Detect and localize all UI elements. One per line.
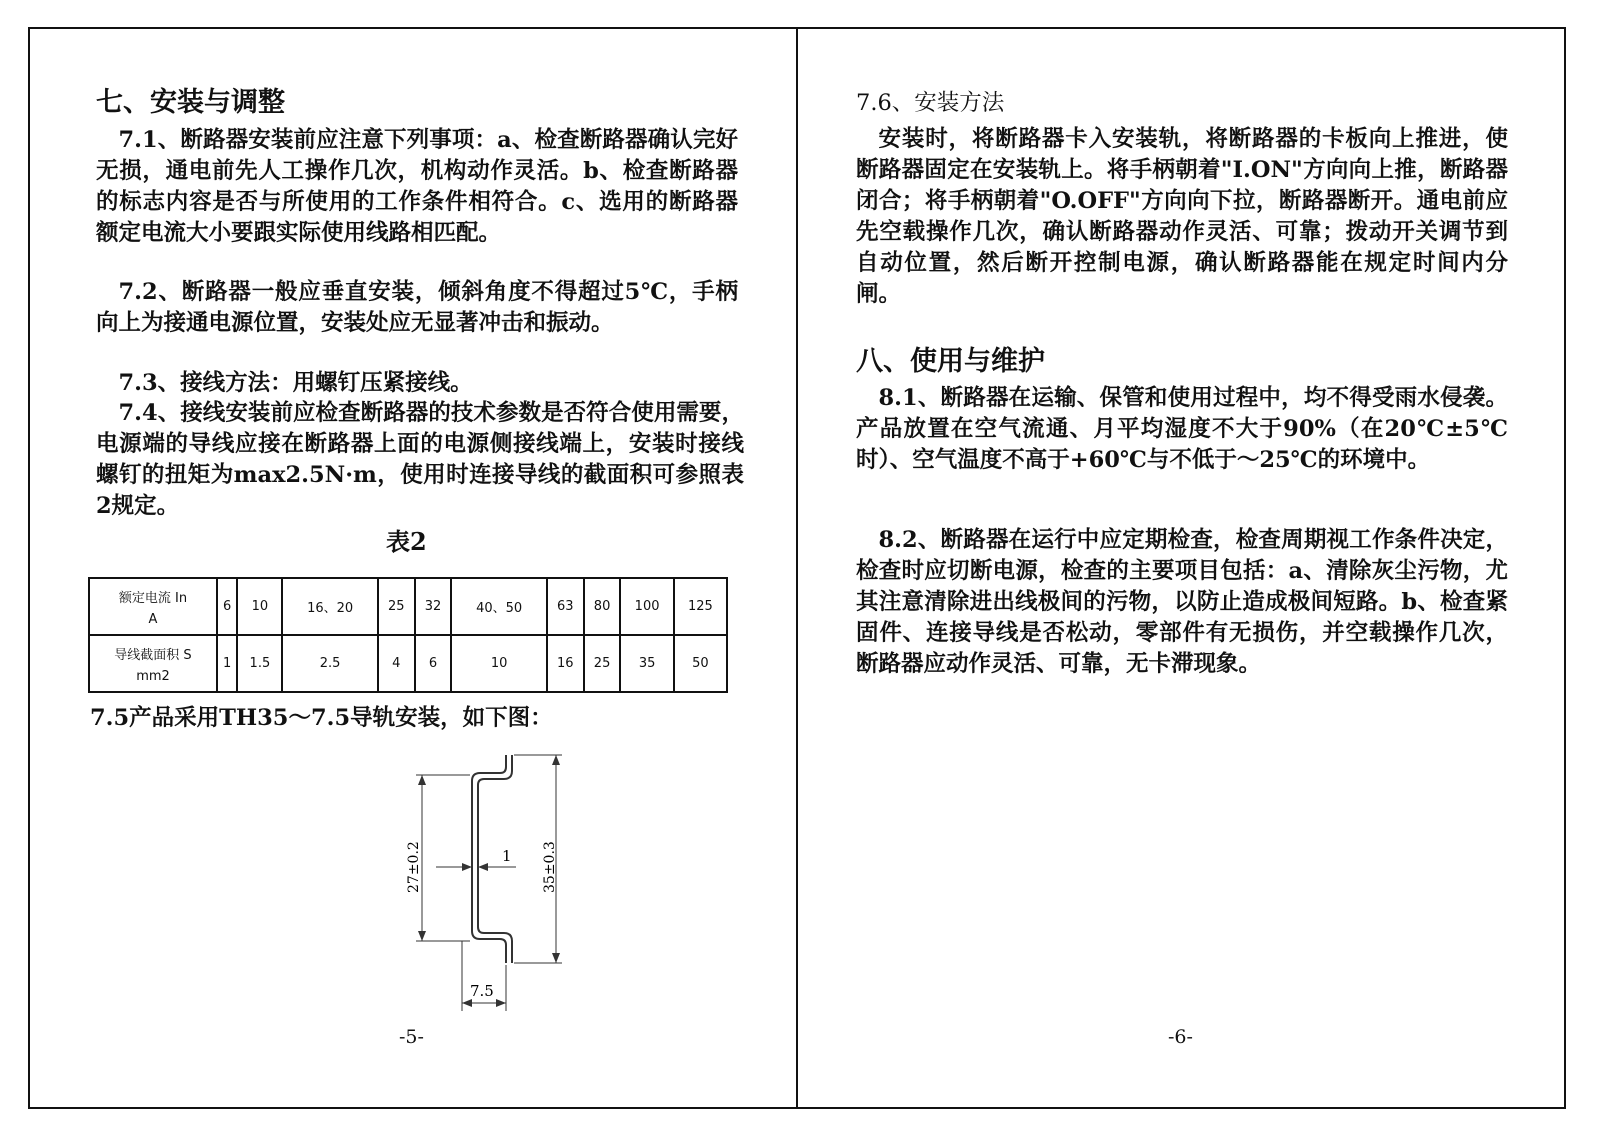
dim-label-7-5: 7.5	[470, 982, 494, 1000]
paragraph-7-3: 7.3、接线方法：用螺钉压紧接线。	[118, 370, 473, 396]
table-cell: 35	[620, 635, 673, 692]
table-cell: 1.5	[237, 635, 282, 692]
table-cell: 16、20	[282, 578, 377, 635]
paragraph-7-5: 7.5产品采用TH35～7.5导轨安装，如下图：	[90, 705, 553, 731]
paragraph-7-2: 7.2、断路器一般应垂直安装，倾斜角度不得超过5℃，手柄向上为接通电源位置，安装处应无显著冲击和振动。	[96, 279, 738, 336]
arrow-head	[418, 775, 426, 785]
page-number-left: -5-	[399, 1026, 424, 1048]
table-cell: 50	[674, 635, 727, 692]
arrow-head	[462, 999, 472, 1007]
arrow-head	[552, 953, 560, 963]
table-header-cell	[89, 578, 217, 635]
arrow-head	[552, 755, 560, 765]
row-label-line: A	[148, 611, 158, 627]
dim-label-1: 1	[502, 847, 512, 865]
dim-label-27: 27±0.2	[406, 841, 422, 893]
arrow-head	[418, 931, 426, 941]
table-cell: 63	[547, 578, 584, 635]
arrow-head	[462, 863, 472, 871]
paragraph-7-4: 7.4、接线安装前应检查断路器的技术参数是否符合使用需要，电源端的导线应接在断路器上面的电源侧接线端上，安装时接线螺钉的扭矩为max2.5N·m，使用时连接导线的截面积可参照表2规定。	[96, 400, 744, 519]
table-cell: 2.5	[282, 635, 377, 692]
din-rail-diagram	[306, 745, 596, 1020]
dim-label-35: 35±0.3	[542, 841, 558, 893]
table-cell: 1	[217, 635, 237, 692]
arrow-head	[496, 999, 506, 1007]
table-cell: 100	[620, 578, 673, 635]
heading-7-6: 7.6、安装方法	[856, 90, 1005, 116]
page-divider	[796, 27, 798, 1109]
paragraph-8-2: 8.2、断路器在运行中应定期检查，检查周期视工作条件决定，检查时应切断电源，检查的主要项目包括：a、清除灰尘污物，尤其注意清除进出线极间的污物，以防止造成极间短路。b、检查紧固件、连接导线是否松动，零部件有无损伤，并空载操作几次，断路器应动作灵活、可靠，无卡滞现象。	[856, 527, 1508, 677]
table-cell: 25	[584, 635, 621, 692]
paragraph-7-1: 7.1、断路器安装前应注意下列事项：a、检查断路器确认完好无损，通电前先人工操作几次，机构动作灵活。b、检查断路器的标志内容是否与所使用的工作条件相符合。c、选用的断路器额定电流大小要跟实际使用线路相匹配。	[96, 127, 738, 246]
table-cell: 40、50	[451, 578, 546, 635]
arrow-head	[478, 863, 488, 871]
table-cell: 80	[584, 578, 621, 635]
spec-table	[88, 577, 728, 693]
table-cell: 32	[415, 578, 452, 635]
section-7-heading: 七、安装与调整	[96, 87, 285, 118]
table-cell: 6	[217, 578, 237, 635]
section-8-heading: 八、使用与维护	[856, 346, 1045, 377]
table-cell: 4	[378, 635, 415, 692]
table-cell: 6	[415, 635, 452, 692]
table-cell: 10	[237, 578, 282, 635]
table-header-cell	[89, 635, 217, 692]
table-cell: 10	[451, 635, 546, 692]
table-row	[89, 635, 727, 692]
left-page	[90, 0, 748, 1138]
table-cell: 16	[547, 635, 584, 692]
row-label-line: 额定电流 In	[118, 590, 188, 606]
table-cell: 125	[674, 578, 727, 635]
right-page	[856, 0, 1516, 1138]
page-number-right: -6-	[1168, 1026, 1193, 1048]
paragraph-7-6: 安装时，将断路器卡入安装轨，将断路器的卡板向上推进，使断路器固定在安装轨上。将手柄朝着"I.ON"方向向上推，断路器闭合；将手柄朝着"O.OFF"方向向下拉，断路器断开。通电前应先空载操作几次，确认断路器动作灵活、可靠；拨动开关调节到自动位置，然后断开控制电源，确认断路器能在规定时间内分闸。	[856, 126, 1508, 307]
row-label-line: mm2	[136, 668, 170, 684]
table-caption: 表2	[386, 527, 427, 556]
row-label-line: 导线截面积 S	[114, 647, 192, 663]
paragraph-8-1: 8.1、断路器在运输、保管和使用过程中，均不得受雨水侵袭。产品放置在空气流通、月平均湿度不大于90%（在20℃±5℃时）、空气温度不高于+60℃与不低于～25℃的环境中。	[856, 385, 1508, 473]
table-row	[89, 578, 727, 635]
table-cell: 25	[378, 578, 415, 635]
